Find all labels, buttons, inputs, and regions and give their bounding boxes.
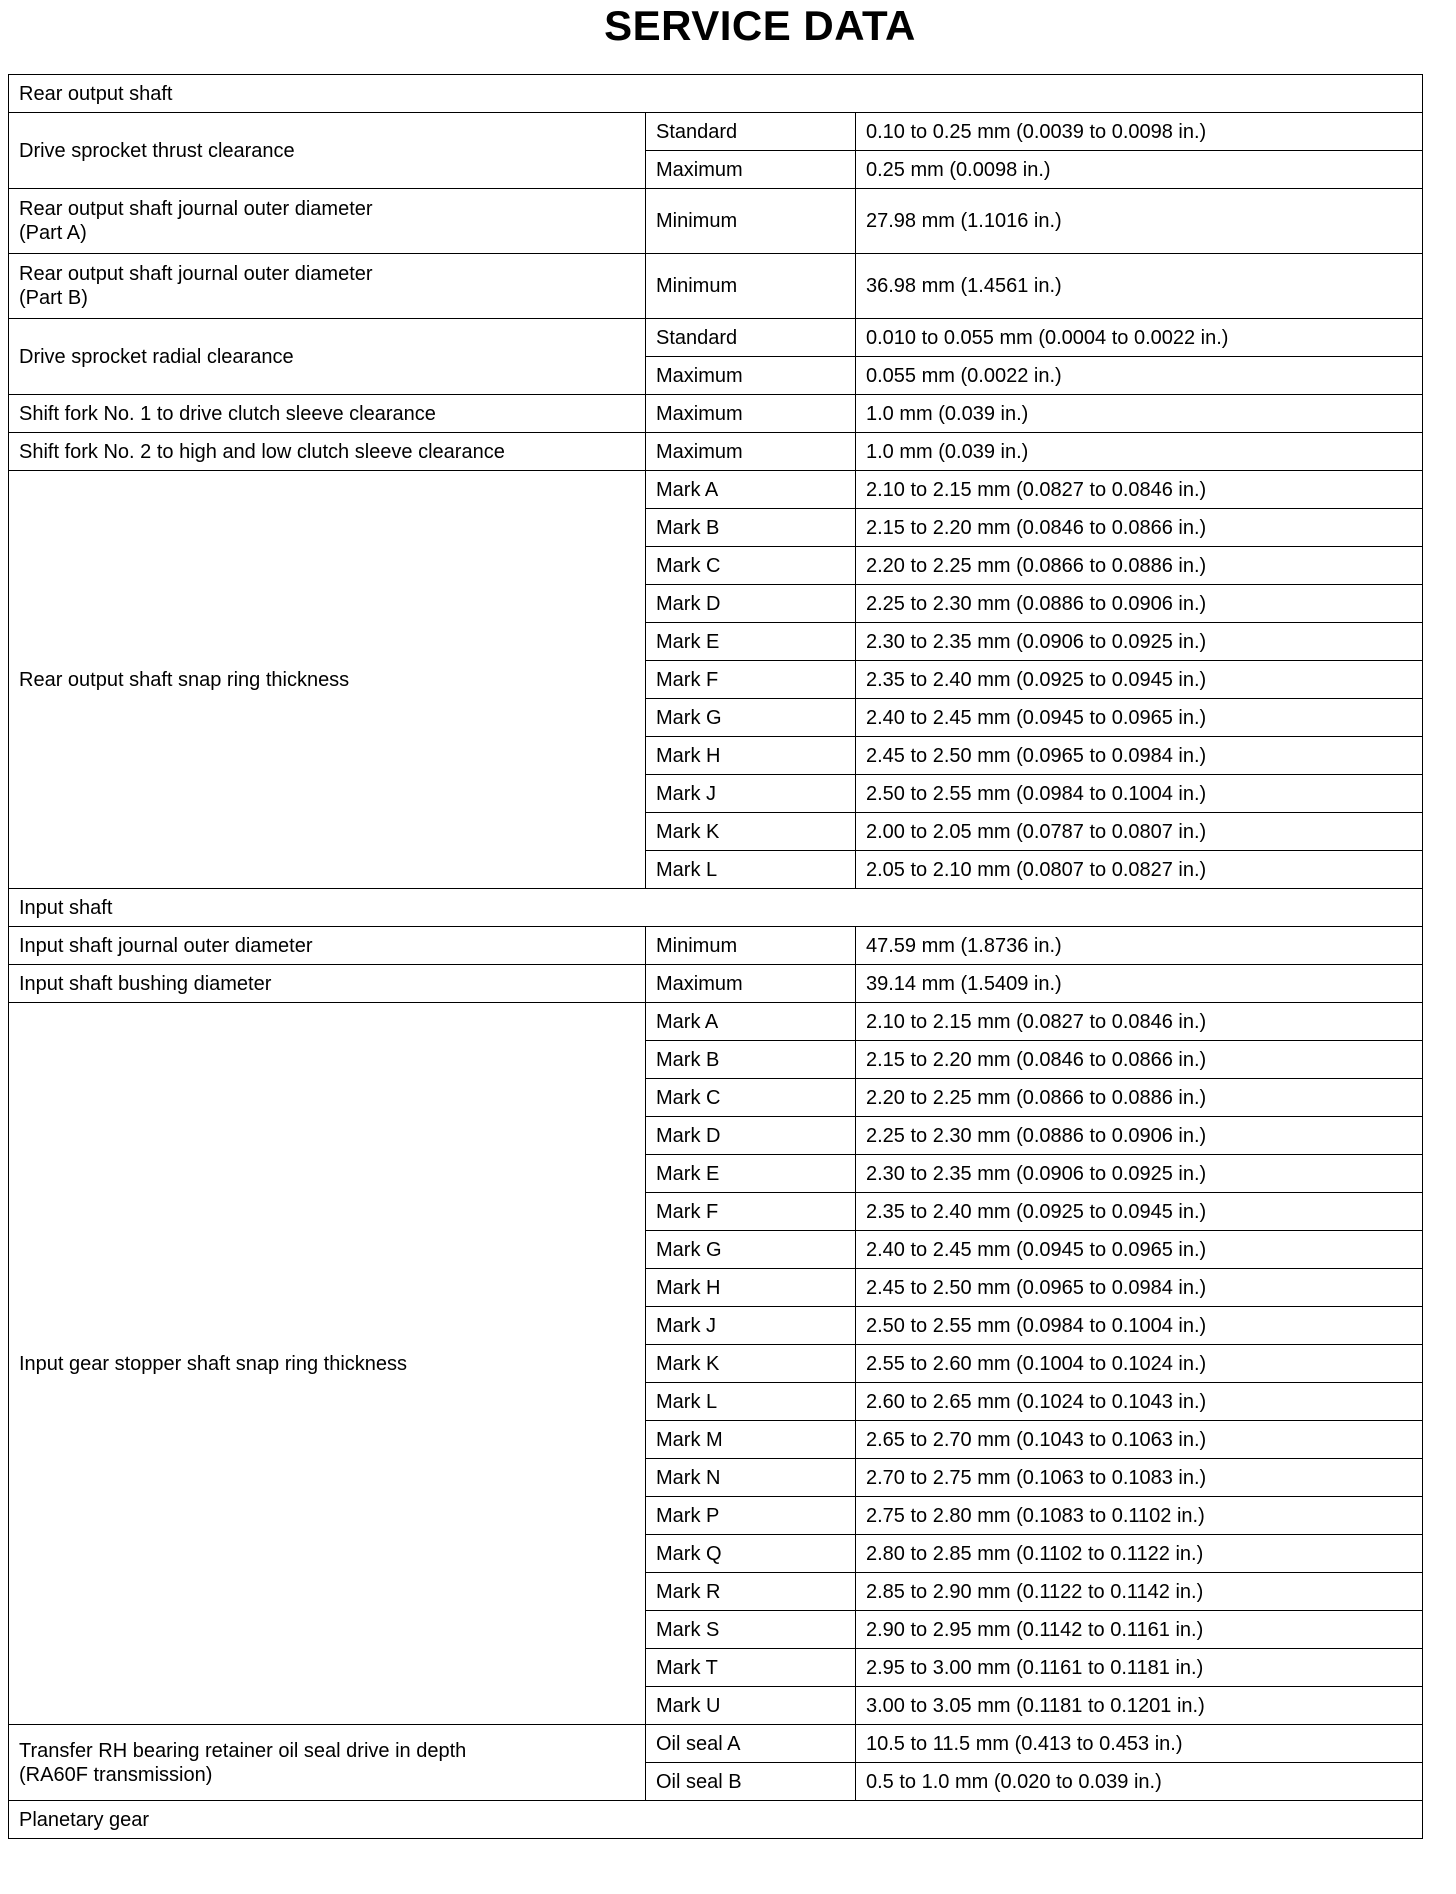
spec-condition: Mark J [646,1307,856,1345]
spec-value: 2.45 to 2.50 mm (0.0965 to 0.0984 in.) [856,1269,1423,1307]
item-label: Input gear stopper shaft snap ring thickness [9,1003,646,1725]
item-label: Transfer RH bearing retainer oil seal drive in depth (RA60F transmission) [9,1725,646,1801]
spec-value: 36.98 mm (1.4561 in.) [856,254,1423,319]
spec-condition: Standard [646,319,856,357]
item-label: Drive sprocket thrust clearance [9,113,646,189]
spec-condition: Minimum [646,189,856,254]
spec-value: 0.10 to 0.25 mm (0.0039 to 0.0098 in.) [856,113,1423,151]
spec-condition: Mark B [646,509,856,547]
spec-value: 3.00 to 3.05 mm (0.1181 to 0.1201 in.) [856,1687,1423,1725]
section-title: Input shaft [9,889,1423,927]
spec-value: 2.00 to 2.05 mm (0.0787 to 0.0807 in.) [856,813,1423,851]
spec-condition: Maximum [646,965,856,1003]
table-row [9,1725,1423,1763]
spec-value: 2.85 to 2.90 mm (0.1122 to 0.1142 in.) [856,1573,1423,1611]
spec-condition: Mark K [646,1345,856,1383]
item-label: Input shaft bushing diameter [9,965,646,1003]
spec-value: 39.14 mm (1.5409 in.) [856,965,1423,1003]
table-row [9,471,1423,509]
spec-value: 2.75 to 2.80 mm (0.1083 to 0.1102 in.) [856,1497,1423,1535]
spec-condition: Mark A [646,471,856,509]
spec-condition: Mark C [646,1079,856,1117]
spec-condition: Mark R [646,1573,856,1611]
spec-condition: Oil seal A [646,1725,856,1763]
spec-condition: Mark P [646,1497,856,1535]
spec-value: 2.10 to 2.15 mm (0.0827 to 0.0846 in.) [856,471,1423,509]
item-label: Drive sprocket radial clearance [9,319,646,395]
spec-condition: Minimum [646,254,856,319]
spec-value: 2.15 to 2.20 mm (0.0846 to 0.0866 in.) [856,509,1423,547]
spec-condition: Mark H [646,737,856,775]
spec-condition: Minimum [646,927,856,965]
spec-condition: Mark M [646,1421,856,1459]
spec-condition: Oil seal B [646,1763,856,1801]
spec-condition: Mark J [646,775,856,813]
spec-value: 27.98 mm (1.1016 in.) [856,189,1423,254]
spec-value: 2.50 to 2.55 mm (0.0984 to 0.1004 in.) [856,1307,1423,1345]
spec-value: 2.30 to 2.35 mm (0.0906 to 0.0925 in.) [856,623,1423,661]
spec-condition: Mark S [646,1611,856,1649]
item-label: Rear output shaft snap ring thickness [9,471,646,889]
spec-condition: Mark A [646,1003,856,1041]
spec-value: 2.60 to 2.65 mm (0.1024 to 0.1043 in.) [856,1383,1423,1421]
spec-value: 0.25 mm (0.0098 in.) [856,151,1423,189]
spec-value: 2.55 to 2.60 mm (0.1004 to 0.1024 in.) [856,1345,1423,1383]
spec-value: 2.25 to 2.30 mm (0.0886 to 0.0906 in.) [856,1117,1423,1155]
table-row [9,433,1423,471]
spec-condition: Mark C [646,547,856,585]
table-row [9,319,1423,357]
item-label: Rear output shaft journal outer diameter (Part B) [9,254,646,319]
spec-value: 10.5 to 11.5 mm (0.413 to 0.453 in.) [856,1725,1423,1763]
spec-value: 2.40 to 2.45 mm (0.0945 to 0.0965 in.) [856,1231,1423,1269]
spec-condition: Mark E [646,623,856,661]
table-body [9,75,1423,1839]
spec-condition: Mark H [646,1269,856,1307]
spec-condition: Mark T [646,1649,856,1687]
spec-value: 2.95 to 3.00 mm (0.1161 to 0.1181 in.) [856,1649,1423,1687]
spec-condition: Mark E [646,1155,856,1193]
spec-value: 2.20 to 2.25 mm (0.0866 to 0.0886 in.) [856,1079,1423,1117]
spec-condition: Standard [646,113,856,151]
spec-value: 2.10 to 2.15 mm (0.0827 to 0.0846 in.) [856,1003,1423,1041]
spec-value: 0.010 to 0.055 mm (0.0004 to 0.0022 in.) [856,319,1423,357]
service-data-table [8,74,1423,1839]
spec-value: 2.50 to 2.55 mm (0.0984 to 0.1004 in.) [856,775,1423,813]
spec-condition: Maximum [646,357,856,395]
spec-value: 47.59 mm (1.8736 in.) [856,927,1423,965]
item-label: Shift fork No. 1 to drive clutch sleeve clearance [9,395,646,433]
spec-value: 1.0 mm (0.039 in.) [856,433,1423,471]
section-header-row [9,1801,1423,1839]
spec-value: 2.65 to 2.70 mm (0.1043 to 0.1063 in.) [856,1421,1423,1459]
spec-value: 1.0 mm (0.039 in.) [856,395,1423,433]
item-label: Input shaft journal outer diameter [9,927,646,965]
section-title: Rear output shaft [9,75,1423,113]
spec-condition: Mark D [646,585,856,623]
table-row [9,189,1423,254]
spec-condition: Mark F [646,661,856,699]
spec-condition: Maximum [646,395,856,433]
spec-value: 2.20 to 2.25 mm (0.0866 to 0.0886 in.) [856,547,1423,585]
spec-condition: Mark F [646,1193,856,1231]
spec-condition: Mark U [646,1687,856,1725]
table-row [9,927,1423,965]
spec-condition: Mark N [646,1459,856,1497]
spec-condition: Mark Q [646,1535,856,1573]
spec-value: 2.30 to 2.35 mm (0.0906 to 0.0925 in.) [856,1155,1423,1193]
spec-condition: Mark L [646,851,856,889]
spec-value: 2.90 to 2.95 mm (0.1142 to 0.1161 in.) [856,1611,1423,1649]
spec-condition: Mark D [646,1117,856,1155]
spec-value: 2.35 to 2.40 mm (0.0925 to 0.0945 in.) [856,661,1423,699]
spec-condition: Mark L [646,1383,856,1421]
spec-value: 2.40 to 2.45 mm (0.0945 to 0.0965 in.) [856,699,1423,737]
spec-condition: Mark G [646,1231,856,1269]
item-label: Shift fork No. 2 to high and low clutch sleeve clearance [9,433,646,471]
table-row [9,395,1423,433]
spec-condition: Mark K [646,813,856,851]
spec-value: 0.5 to 1.0 mm (0.020 to 0.039 in.) [856,1763,1423,1801]
table-row [9,965,1423,1003]
spec-value: 2.35 to 2.40 mm (0.0925 to 0.0945 in.) [856,1193,1423,1231]
table-row [9,1003,1423,1041]
spec-value: 2.25 to 2.30 mm (0.0886 to 0.0906 in.) [856,585,1423,623]
table-row [9,254,1423,319]
item-label: Rear output shaft journal outer diameter (Part A) [9,189,646,254]
spec-value: 2.70 to 2.75 mm (0.1063 to 0.1083 in.) [856,1459,1423,1497]
section-title: Planetary gear [9,1801,1423,1839]
section-header-row [9,75,1423,113]
spec-condition: Maximum [646,151,856,189]
spec-value: 2.05 to 2.10 mm (0.0807 to 0.0827 in.) [856,851,1423,889]
spec-value: 2.15 to 2.20 mm (0.0846 to 0.0866 in.) [856,1041,1423,1079]
spec-condition: Maximum [646,433,856,471]
spec-value: 0.055 mm (0.0022 in.) [856,357,1423,395]
table-row [9,113,1423,151]
spec-value: 2.80 to 2.85 mm (0.1102 to 0.1122 in.) [856,1535,1423,1573]
section-header-row [9,889,1423,927]
spec-condition: Mark G [646,699,856,737]
spec-value: 2.45 to 2.50 mm (0.0965 to 0.0984 in.) [856,737,1423,775]
page-title: SERVICE DATA [604,2,916,49]
spec-condition: Mark B [646,1041,856,1079]
